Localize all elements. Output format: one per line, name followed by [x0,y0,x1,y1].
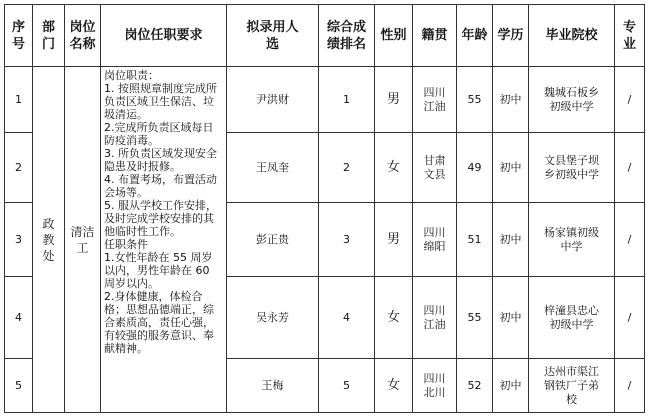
cell-major: / [615,277,645,359]
header-rank: 综合成绩排名 [319,5,375,67]
cell-edu: 初中 [493,133,529,203]
cell-gender: 男 [375,67,413,133]
cell-rank: 1 [319,67,375,133]
cell-name: 尹洪财 [227,67,319,133]
cell-origin: 四川 江油 [413,277,457,359]
cell-gender: 男 [375,203,413,277]
cell-age: 55 [457,67,493,133]
cell-edu: 初中 [493,277,529,359]
cell-gender: 女 [375,359,413,413]
cell-origin: 四川 江油 [413,67,457,133]
header-age: 年龄 [457,5,493,67]
cell-age: 52 [457,359,493,413]
cell-duties: 岗位职责： 1. 按照规章制度完成所负责区域卫生保洁、垃圾清运。 2.完成所负责区域每日防疫消毒。 3. 所负责区域发现安全隐患及时报修。 4. 布置考场，布置活动会场等。 5. 服从学校工作安排，及时完成学校安排的其他临时性工作。 任职条件 1.女性年龄在 55 周岁以内，男性年龄在 60 周岁以内。 2.身体健康，体检合格；思想品德端正，综合素质高，责任心强，有较强的服务意识、奉献精神。 [101,67,227,413]
cell-school: 杨家镇初级 中学 [529,203,615,277]
header-position: 岗位名称 [65,5,101,67]
cell-school: 梓潼县忠心 初级中学 [529,277,615,359]
cell-rank: 5 [319,359,375,413]
document-page [4,4,645,413]
cell-origin: 四川 绵阳 [413,203,457,277]
header-duties: 岗位任职要求 [101,5,227,67]
header-edu: 学历 [493,5,529,67]
cell-age: 49 [457,133,493,203]
cell-gender: 女 [375,277,413,359]
cell-major: / [615,203,645,277]
cell-rank: 4 [319,277,375,359]
cell-name: 吴永芳 [227,277,319,359]
header-hire: 拟录用人选 [227,5,319,67]
header-seq: 序号 [5,5,33,67]
cell-department: 政 教 处 [33,67,65,413]
header-dept: 部门 [33,5,65,67]
cell-seq: 5 [5,359,33,413]
cell-major: / [615,133,645,203]
cell-age: 51 [457,203,493,277]
cell-rank: 2 [319,133,375,203]
cell-gender: 女 [375,133,413,203]
cell-position-name: 清洁 工 [65,67,101,413]
header-school: 毕业院校 [529,5,615,67]
cell-edu: 初中 [493,359,529,413]
header-gender: 性别 [375,5,413,67]
cell-name: 王梅 [227,359,319,413]
cell-name: 彭正贵 [227,203,319,277]
cell-seq: 3 [5,203,33,277]
cell-seq: 1 [5,67,33,133]
cell-major: / [615,359,645,413]
cell-school: 文县堡子坝 乡初级中学 [529,133,615,203]
cell-edu: 初中 [493,203,529,277]
cell-edu: 初中 [493,67,529,133]
cell-seq: 2 [5,133,33,203]
table-row [5,67,645,133]
cell-age: 55 [457,277,493,359]
cell-seq: 4 [5,277,33,359]
cell-origin: 四川 北川 [413,359,457,413]
header-major: 专业 [615,5,645,67]
cell-name: 王凤奎 [227,133,319,203]
cell-school: 魏城石板乡 初级中学 [529,67,615,133]
recruitment-table [4,4,645,413]
cell-rank: 3 [319,203,375,277]
cell-school: 达州市渠江 钢铁厂子弟 校 [529,359,615,413]
cell-origin: 甘肃 文县 [413,133,457,203]
table-header-row [5,5,645,67]
cell-major: / [615,67,645,133]
header-origin: 籍贯 [413,5,457,67]
